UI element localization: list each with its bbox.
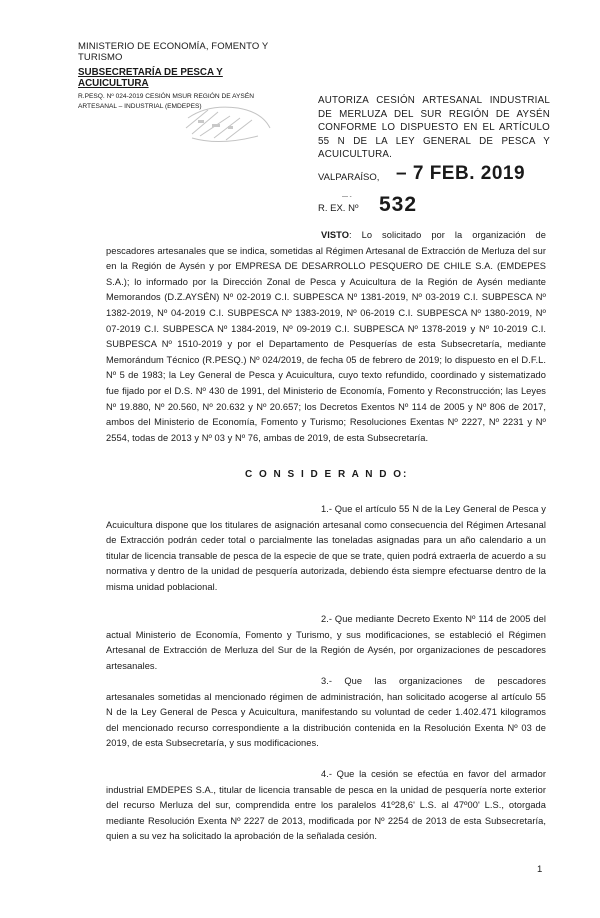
resolution-number-line (318, 193, 518, 219)
considerando-item-3 (106, 674, 546, 752)
considerando-item-2 (106, 612, 546, 674)
ministry-name: MINISTERIO DE ECONOMÍA, FOMENTO Y TURISMO (78, 41, 269, 63)
document-reference: R.PESQ. Nº 024-2019 CESIÓN MSUR REGIÓN DE AYSÉN ARTESANAL – INDUSTRIAL (EMDEPES) (78, 93, 254, 110)
visto-text: : Lo solicitado por la organización de pescadores artesanales que se indica, sometidas al Régimen Artesanal de Extracción de Merluza del sur en la Región de Aysén y por EMPRESA DE DESARROLLO PESQUERO DE CHILE S.A. (EMDEPES S.A.); lo informado por la Dirección Zonal de Pesca y Acuicultura de la Región de Aysén mediante Memorandos (D.Z.AYSÉN) Nº 02-2019 C.I. SUBPESCA Nº 1381-2019, Nº 03-2019 C.I. SUBPESCA Nº 1382-2019, Nº 04-2019 C.I. SUBPESCA Nº 1383-2019, Nº 06-2019 C.I. SUBPESCA Nº 1380-2019, Nº 07-2019 C.I. SUBPESCA Nº 1384-2019, Nº 09-2019 C.I. SUBPESCA Nº 1378-2019 y Nº 10-2019 C.I. SUBPESCA Nº 1510-2019 y por el Departamento de Pesquerías de esta Subsecretaría, mediante Memorándum Técnico (R.PESQ.) Nº 024/2019, de fecha 05 de febrero de 2019; lo dispuesto en el D.F.L. Nº 5 de 1983; la Ley General de Pesca y Acuicultura, cuyo texto refundido, coordinado y sistematizado fue fijado por el D.S. Nº 430 de 1991, del Ministerio de Economía, Fomento y Reconstrucción; las Leyes Nº 19.880, Nº 20.560, Nº 20.632 y Nº 20.657; los Decretos Exentos Nº 114 de 2005 y Nº 806 de 2017, ambos del Ministerio de Economía, Fomento y Turismo; Resoluciones Exentas Nº 2227, Nº 2231 y Nº 2554, todas de 2013 y Nº 03 y Nº 76, ambas de 2019, de esta Subsecretaría. (106, 230, 546, 443)
considerando-item-1 (106, 502, 546, 596)
resolution-label: R. EX. Nº (318, 203, 359, 214)
resolution-number: 532 (379, 193, 418, 216)
considerando-item-4 (106, 767, 546, 845)
considerando-item-text: 3.- Que las organizaciones de pescadores artesanales sometidas al mencionado régimen de administración, han solicitado acogerse al artículo 55 N de la Ley General de Pesca y Acuicultura, manifestando su voluntad de ceder 1.402.471 kilogramos del mencionado recurso correspondiente a la distribución contenida en la Resolución Exenta Nº 03 de 2019, de esta Subsecretaría, y sus modificaciones. (106, 676, 546, 749)
considerando-heading: C O N S I D E R A N D O: (245, 469, 409, 480)
tick-mark: — ‐ (342, 194, 352, 200)
considerando-item-text: 4.- Que la cesión se efectúa en favor del armador industrial EMDEPES S.A., titular de licencia transable de pesca en la unidad de pesquería norte exterior del recurso Merluza del sur, comprendida entre los paralelos 41º28,6' L.S. al 47º00' L.S., otorgada mediante Resolución Exenta Nº 2227 de 2013, modificada por Nº 2254 de 2013 de esta Subsecretaría, quien a su vez ha solicitado la aprobación de la señalada cesión. (106, 769, 546, 842)
faded-seal-stamp (178, 98, 278, 146)
date-line (318, 163, 558, 187)
considerando-item-text: 1.- Que el artículo 55 N de la Ley General de Pesca y Acuicultura dispone que los titulares de asignación artesanal como consecuencia del Régimen Artesanal de Extracción podrán ceder total o parcialmente las toneladas asignadas para un año calendario a un titular de licencia transable de pesca de la especie de que se trate, quien podrá extraerla de acuerdo a su normativa y dentro de la unidad de pesquería autorizada, debiendo ésta siempre efectuarse dentro de la misma unidad poblacional. (106, 504, 547, 592)
city-label: VALPARAÍSO, (318, 172, 380, 183)
visto-lead: VISTO (321, 230, 349, 240)
considerando-item-text: 2.- Que mediante Decreto Exento Nº 114 de 2005 del actual Ministerio de Economía, Fomento y Turismo, y sus modificaciones, se estableció el Régimen Artesanal de Extracción de Merluza del Sur de la Región de Aysén, por organizaciones de pescadores artesanales. (106, 614, 546, 671)
resolution-summary: AUTORIZA CESIÓN ARTESANAL INDUSTRIAL DE MERLUZA DEL SUR REGIÓN DE AYSÉN CONFORME LO DISPUESTO EN EL ARTÍCULO 55 N DE LA LEY GENERAL DE PESCA Y ACUICULTURA. (318, 95, 550, 160)
date-stamp: – 7 FEB. 2019 (396, 163, 526, 184)
visto-paragraph (106, 228, 546, 446)
subsecretaria-name: SUBSECRETARÍA DE PESCA Y ACUICULTURA (78, 67, 223, 89)
page-number: 1 (537, 864, 543, 875)
